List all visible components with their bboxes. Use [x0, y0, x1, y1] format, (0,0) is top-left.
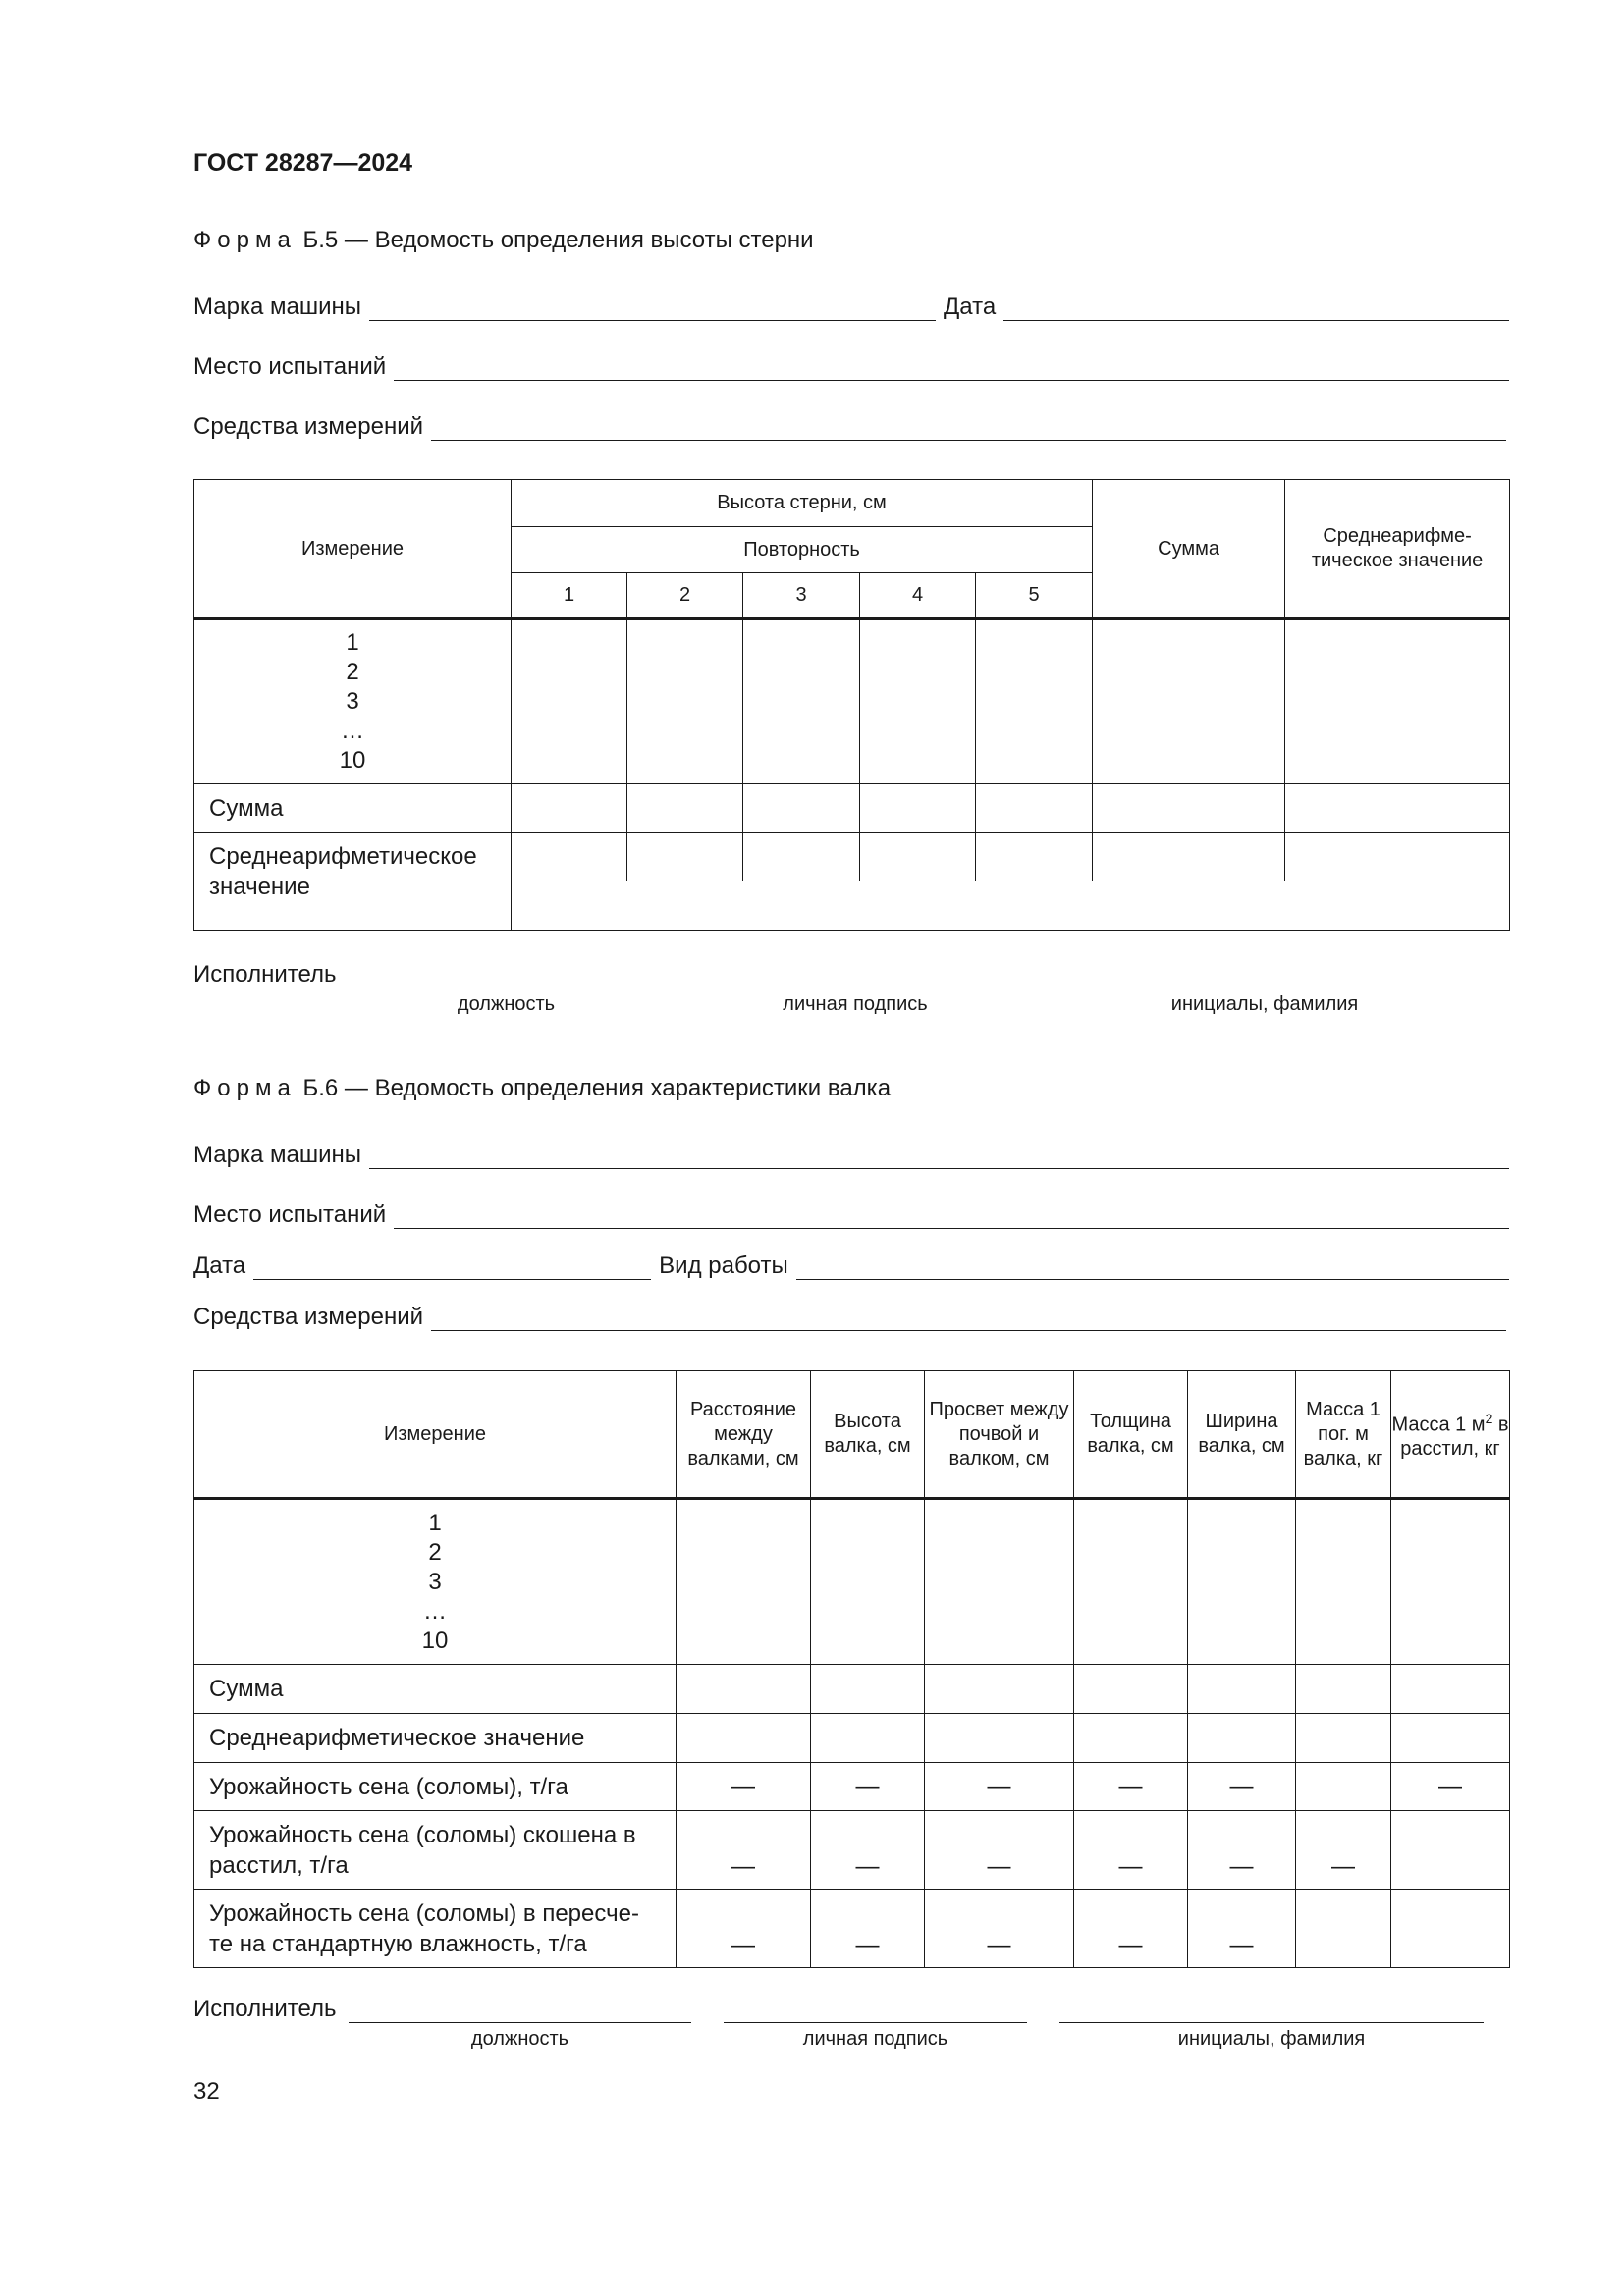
dash-cell: — — [677, 1890, 811, 1968]
position-line[interactable] — [349, 987, 664, 988]
machine-field[interactable] — [369, 296, 936, 321]
dash-cell: — — [811, 1811, 925, 1890]
position-caption: должность — [457, 993, 556, 1015]
name-caption: инициалы, фамилия — [1170, 993, 1359, 1015]
row-number: 1 — [346, 629, 359, 656]
col-mean-header — [1285, 480, 1510, 619]
page-number: 32 — [193, 2078, 220, 2105]
data-cell[interactable] — [677, 1714, 811, 1763]
data-cell[interactable] — [976, 833, 1093, 881]
dash-cell: — — [811, 1763, 925, 1811]
dash-cell: — — [925, 1763, 1074, 1811]
repeat-number: 4 — [860, 573, 976, 619]
row-yield-swath-label: Урожайность сена (соломы) скошена в расстил, т/га — [194, 1811, 677, 1890]
row-yield-std-label — [194, 1890, 677, 1968]
form-b6-date-row — [193, 1253, 1509, 1280]
data-cell[interactable] — [976, 784, 1093, 833]
data-cell[interactable] — [512, 784, 627, 833]
repeat-number: 2 — [627, 573, 743, 619]
data-cell[interactable] — [1391, 1665, 1510, 1714]
position-line[interactable] — [349, 2021, 691, 2023]
col-height-header: Высота валка, см — [811, 1371, 925, 1499]
data-cell[interactable] — [1093, 619, 1285, 784]
form-b6-instruments-row — [193, 1304, 1506, 1331]
signature-caption: личная подпись — [802, 2028, 948, 2050]
row-number: … — [423, 1597, 447, 1625]
row-yield-std-line1: Урожайность сена (соломы) в пересче- — [209, 1899, 639, 1927]
col-thickness-header: Толщина валка, см — [1074, 1371, 1188, 1499]
col-mass-1m-header: Масса 1 пог. м валка, кг — [1296, 1371, 1391, 1499]
name-caption: инициалы, фамилия — [1177, 2028, 1366, 2050]
date-field[interactable] — [1003, 296, 1509, 321]
col-mass-m2-b: в расстил, кг — [1400, 1414, 1509, 1461]
form-b5-caption — [193, 227, 814, 254]
work-type-label: Вид работы — [659, 1253, 788, 1279]
data-cell[interactable] — [743, 619, 860, 784]
data-cell[interactable] — [811, 1714, 925, 1763]
form-b5-instruments-row — [193, 413, 1506, 441]
col-mass-m2-sup: 2 — [1485, 1410, 1493, 1426]
col-sum-header: Сумма — [1093, 480, 1285, 619]
form-b5-table — [193, 479, 1510, 931]
document-code: ГОСТ 28287—2024 — [193, 149, 413, 177]
row-number: 3 — [428, 1568, 442, 1595]
data-cell[interactable] — [627, 619, 743, 784]
col-mass-m2-header — [1391, 1371, 1510, 1499]
data-cell[interactable] — [1188, 1665, 1296, 1714]
dash-cell: — — [1188, 1890, 1296, 1968]
row-mean-label: Среднеарифметическое значение — [194, 833, 512, 931]
dash-cell: — — [1074, 1890, 1188, 1968]
date-label: Дата — [944, 294, 997, 320]
name-line[interactable] — [1059, 2021, 1484, 2023]
machine-label: Марка машины — [193, 294, 362, 320]
place-field[interactable] — [394, 356, 1509, 381]
row-number: 1 — [428, 1509, 442, 1536]
position-caption: должность — [470, 2028, 569, 2050]
row-number: 3 — [346, 688, 359, 715]
data-cell[interactable] — [743, 833, 860, 881]
data-cell[interactable] — [512, 619, 627, 784]
data-cell[interactable] — [627, 784, 743, 833]
form-b5-title: Б.5 — Ведомость определения высоты стерни — [302, 227, 814, 253]
data-cell[interactable] — [925, 1499, 1074, 1665]
measure-numbers-cell — [194, 619, 512, 784]
work-type-field[interactable] — [796, 1255, 1509, 1280]
data-cell[interactable] — [677, 1499, 811, 1665]
data-cell[interactable] — [1296, 1665, 1391, 1714]
executor-label: Исполнитель — [193, 961, 337, 988]
name-line[interactable] — [1046, 987, 1484, 988]
form-b6-caption — [193, 1075, 891, 1102]
data-cell[interactable] — [743, 784, 860, 833]
data-cell[interactable] — [1188, 1499, 1296, 1665]
form-b6-title: Б.6 — Ведомость определения характеристики валка — [302, 1075, 892, 1101]
dash-cell: — — [1074, 1811, 1188, 1890]
repeat-number: 1 — [512, 573, 627, 619]
row-mean-label: Среднеарифметическое значение — [194, 1714, 677, 1763]
place-label: Место испытаний — [193, 1201, 387, 1228]
data-cell[interactable] — [1296, 1714, 1391, 1763]
instruments-field[interactable] — [431, 1307, 1506, 1331]
data-cell[interactable] — [860, 784, 976, 833]
col-measure-header: Измерение — [194, 480, 512, 619]
date-label: Дата — [193, 1253, 246, 1279]
signature-line[interactable] — [697, 987, 1013, 988]
instruments-label: Средства измерений — [193, 1304, 424, 1330]
place-field[interactable] — [394, 1204, 1509, 1229]
machine-label: Марка машины — [193, 1142, 362, 1168]
measure-numbers-cell — [194, 1499, 677, 1665]
data-cell[interactable] — [1391, 1890, 1510, 1968]
col-measure-header: Измерение — [194, 1371, 677, 1499]
data-cell[interactable] — [1093, 833, 1285, 881]
machine-field[interactable] — [369, 1145, 1509, 1169]
row-number: … — [341, 718, 364, 744]
dash-cell: — — [1188, 1811, 1296, 1890]
col-mean-line1: Среднеарифме- — [1323, 525, 1472, 547]
dash-cell: — — [677, 1811, 811, 1890]
data-cell[interactable] — [1093, 784, 1285, 833]
data-cell[interactable] — [1391, 1499, 1510, 1665]
data-cell[interactable] — [1391, 1811, 1510, 1890]
data-cell[interactable] — [811, 1499, 925, 1665]
dash-cell: — — [1391, 1763, 1510, 1811]
instruments-field[interactable] — [431, 416, 1506, 441]
instruments-label: Средства измерений — [193, 413, 424, 440]
date-field[interactable] — [253, 1255, 651, 1280]
dash-cell: — — [1074, 1763, 1188, 1811]
data-cell[interactable] — [925, 1714, 1074, 1763]
executor-label: Исполнитель — [193, 1996, 337, 2022]
data-cell[interactable] — [512, 833, 627, 881]
data-cell[interactable] — [1296, 1499, 1391, 1665]
form-b5-place-row — [193, 353, 1509, 381]
col-mean-line2: тическое значение — [1311, 550, 1484, 571]
data-cell[interactable] — [860, 833, 976, 881]
data-cell[interactable] — [811, 1665, 925, 1714]
data-cell[interactable] — [1296, 1763, 1391, 1811]
data-cell[interactable] — [1391, 1714, 1510, 1763]
place-label: Место испытаний — [193, 353, 387, 380]
data-cell[interactable] — [1074, 1714, 1188, 1763]
row-sum-label: Сумма — [194, 784, 512, 833]
data-cell[interactable] — [1285, 619, 1510, 784]
signature-line[interactable] — [724, 2021, 1027, 2023]
col-mass-m2-a: Масса 1 м — [1391, 1414, 1486, 1436]
form-b6-prefix: Форма — [193, 1075, 297, 1101]
data-cell[interactable] — [1074, 1665, 1188, 1714]
form-b6-table — [193, 1370, 1510, 1968]
dash-cell: — — [1188, 1763, 1296, 1811]
col-distance-header: Расстояние между валками, см — [677, 1371, 811, 1499]
form-b5-prefix: Форма — [193, 227, 297, 253]
data-cell[interactable] — [1296, 1890, 1391, 1968]
row-number: 2 — [428, 1538, 442, 1566]
dash-cell: — — [925, 1890, 1074, 1968]
repeat-number: 5 — [976, 573, 1093, 619]
data-cell[interactable] — [1074, 1499, 1188, 1665]
data-cell[interactable] — [627, 833, 743, 881]
data-cell[interactable] — [1285, 784, 1510, 833]
dash-cell: — — [925, 1811, 1074, 1890]
form-b6-place-row — [193, 1201, 1509, 1229]
data-cell[interactable] — [860, 619, 976, 784]
data-cell[interactable] — [925, 1665, 1074, 1714]
dash-cell: — — [811, 1890, 925, 1968]
data-cell[interactable] — [677, 1665, 811, 1714]
col-gap-header: Просвет между почвой и валком, см — [925, 1371, 1074, 1499]
row-yield-std-line2: те на стандартную влажность, т/га — [209, 1930, 587, 1957]
repeat-number: 3 — [743, 573, 860, 619]
data-cell-wide[interactable] — [512, 881, 1510, 931]
row-sum-label: Сумма — [194, 1665, 677, 1714]
col-repeat-header: Повторность — [512, 527, 1093, 573]
row-number: 10 — [421, 1627, 449, 1654]
col-width-header: Ширина валка, см — [1188, 1371, 1296, 1499]
data-cell[interactable] — [976, 619, 1093, 784]
signature-caption: личная подпись — [783, 993, 928, 1015]
col-height-header: Высота стерни, см — [512, 480, 1093, 527]
row-number: 2 — [346, 659, 359, 685]
row-yield-label: Урожайность сена (соломы), т/га — [194, 1763, 677, 1811]
form-b6-machine-row — [193, 1142, 1509, 1169]
data-cell[interactable] — [1188, 1714, 1296, 1763]
form-b5-machine-row — [193, 294, 1509, 321]
row-number: 10 — [339, 747, 366, 774]
dash-cell: — — [1296, 1811, 1391, 1890]
dash-cell: — — [677, 1763, 811, 1811]
data-cell[interactable] — [1285, 833, 1510, 881]
